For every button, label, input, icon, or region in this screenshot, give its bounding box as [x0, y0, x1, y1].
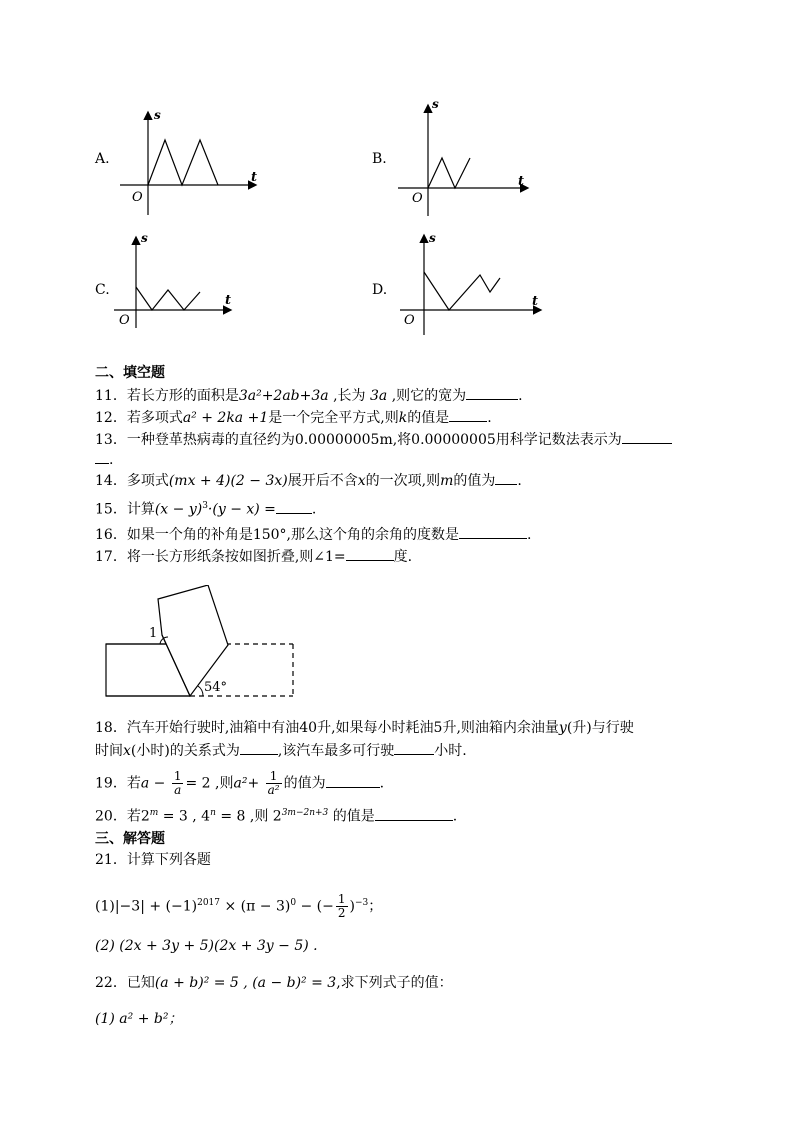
question-15: 15．计算$(x - y)^3\cdot(y - x)$ = .	[95, 497, 316, 519]
s-label: s	[154, 108, 161, 122]
answer-blank	[466, 385, 518, 400]
question-11: 11．若长方形的面积是3a²+2ab+3a ,长为 3a ,则它的宽为 .	[95, 385, 523, 405]
answer-blank	[459, 524, 527, 539]
option-d-label: D.	[372, 282, 388, 298]
question-18: 18．汽车开始行驶时,油箱中有油40升,如果每小时耗油5升,则油箱内余油量y(升)与行驶	[95, 720, 634, 736]
graph-line	[428, 158, 470, 188]
question-19: 19．若a − $\frac{1}{a}$ = 2 ,则a²+ $\frac{1}{\text{a²}}$ 的值为 .	[95, 769, 385, 797]
question-13-cont: .	[95, 449, 113, 469]
question-22-part1: (1) a² + b²；	[95, 1011, 183, 1027]
fold-figure	[100, 585, 300, 705]
section2-title: 二、填空题	[95, 365, 165, 381]
fraction: $\frac{1}{a}$	[173, 769, 182, 797]
question-16: 16．如果一个角的补角是150°,那么这个角的余角的度数是 .	[95, 524, 531, 544]
s-label: s	[432, 98, 439, 111]
question-14: 14．多项式(mx + 4)(2 − 3x)展开后不含x的一次项,则m的值为 .	[95, 470, 522, 490]
answer-blank	[276, 499, 312, 514]
question-22: 22．已知(a + b)² = 5 , (a − b)² = 3,求下列式子的值：	[95, 975, 453, 991]
graph-d	[392, 230, 547, 340]
answer-blank	[495, 470, 517, 485]
answer-blank	[240, 740, 278, 755]
question-17: 17．将一长方形纸条按如图折叠,则∠1= 度.	[95, 546, 412, 566]
answer-blank	[622, 429, 672, 444]
option-a-label: A.	[95, 151, 110, 167]
graph-a	[110, 105, 270, 220]
question-21: 21．计算下列各题	[95, 852, 211, 868]
option-c-label: C.	[95, 282, 110, 298]
origin-label: O	[132, 190, 143, 205]
question-21-part1: $(1)|-3| + (-1)^{2017} \times (\pi - 3)^0$ − (− $\frac{1}{2}$ )$^{-3}$；	[95, 892, 383, 920]
graph-line	[424, 272, 500, 310]
question-12: 12．若多项式a² + 2ka +1是一个完全平方式,则k的值是 .	[95, 407, 492, 427]
s-label: s	[141, 232, 148, 245]
graph-b	[392, 98, 537, 220]
option-b-label: B.	[372, 151, 387, 167]
origin-label: O	[412, 191, 423, 206]
t-label: t	[532, 294, 539, 309]
fraction: $\frac{1}{\text{a²}}$	[267, 769, 280, 797]
question-20: 20．若$2^m = 3$ , $4^n = 8$ ,则 $2^{3m-2n+3}$ 的值是 .	[95, 804, 457, 826]
section3-title: 三、解答题	[95, 831, 165, 847]
t-label: t	[225, 293, 232, 308]
graph-c	[112, 232, 240, 332]
fraction: $\frac{1}{2}$	[337, 892, 346, 920]
origin-label: O	[119, 313, 130, 328]
answer-blank	[346, 546, 394, 561]
answer-blank	[326, 773, 380, 788]
answer-blank	[449, 407, 487, 422]
answer-blank	[394, 740, 434, 755]
angle-54-label: 54°	[204, 680, 228, 695]
origin-label: O	[404, 313, 415, 328]
answer-blank	[375, 806, 453, 821]
s-label: s	[429, 231, 436, 245]
t-label: t	[518, 174, 525, 189]
answer-blank	[95, 449, 109, 464]
question-21-part2: (2) (2x + 3y + 5)(2x + 3y − 5) .	[95, 938, 318, 954]
question-13: 13．一种登革热病毒的直径约为0.00000005m,将0.00000005用科学记数法表示为	[95, 429, 672, 449]
graph-line	[148, 140, 218, 185]
question-18-cont: 时间x(小时)的关系式为 ,该汽车最多可行驶 小时.	[95, 740, 467, 760]
graph-line	[136, 287, 200, 310]
angle-1-label: 1	[149, 626, 158, 641]
angle-54-arc	[198, 686, 203, 696]
t-label: t	[251, 170, 258, 185]
